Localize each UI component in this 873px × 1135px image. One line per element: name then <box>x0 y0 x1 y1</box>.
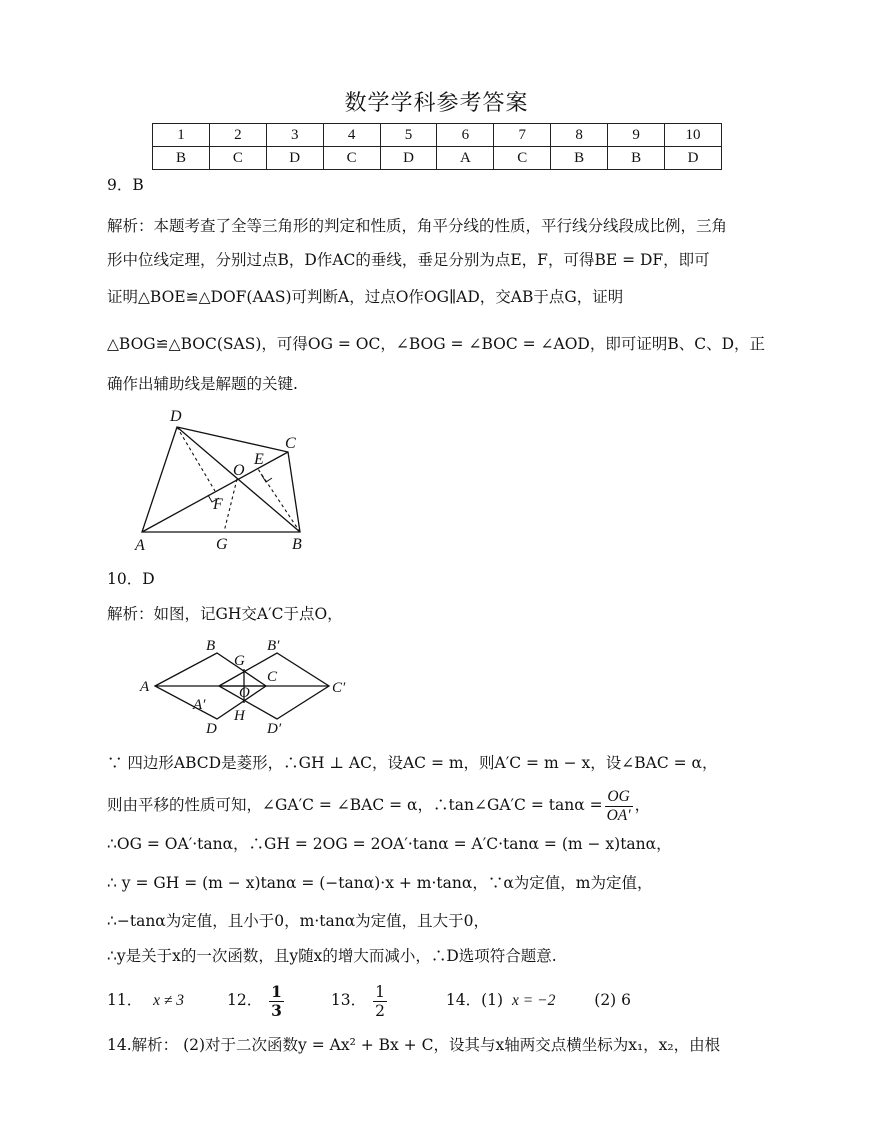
answer-table-answer-cell: A <box>437 147 494 170</box>
fig10-label-g: G <box>234 653 245 669</box>
q9-line-2: 形中位线定理，分别过点B，D作AC的垂线，垂足分别为点E，F，可得BE = DF，即可 <box>107 251 710 269</box>
answer-table-answer-cell: B <box>608 147 665 170</box>
q12-numerator: 1 <box>271 981 282 1001</box>
q14-part1-answer: x = −2 <box>512 992 556 1009</box>
q9-line-3: 证明△BOE≌△DOF(AAS)可判断A，过点O作OG∥AD，交AB于点G，证明 <box>107 288 624 306</box>
answer-table-answer-cell: C <box>323 147 380 170</box>
fig9-label-c: C <box>285 435 296 452</box>
answer-table-answer-cell: C <box>209 147 266 170</box>
q12-number: 12． <box>227 991 263 1009</box>
answer-table-answer-cell: D <box>380 147 437 170</box>
q13-number: 13． <box>330 991 367 1009</box>
fig9-label-g: G <box>216 536 228 553</box>
answer-table-answer-cell: C <box>494 147 551 170</box>
answer-table-number-cell: 7 <box>494 124 551 147</box>
fig9-diagonal-bd <box>177 427 300 532</box>
fill-in-answers-row <box>107 978 631 1022</box>
q13-answer-fraction <box>373 983 387 1020</box>
q13-denominator: 2 <box>375 1001 385 1020</box>
answer-table-number-cell: 10 <box>665 124 722 147</box>
q10-intro: 解析：如图，记GH交A′C于点O， <box>107 605 343 623</box>
q10-heading: 10．D <box>107 570 155 588</box>
fig10-label-c: C <box>267 669 278 685</box>
q9-line-1: 解析：本题考查了全等三角形的判定和性质，角平分线的性质，平行线分线段成比例，三角 <box>107 217 728 235</box>
answer-table-number-row <box>153 124 722 147</box>
fig9-label-a: A <box>135 537 145 554</box>
q13-numerator: 1 <box>375 982 385 1001</box>
q10-line-4: ∴ y = GH = (m − x)tanα = (−tanα)·x + m·tanα，∵α为定值，m为定值， <box>107 874 653 892</box>
answer-table-answer-cell: D <box>665 147 722 170</box>
fig9-label-o: O <box>233 462 245 479</box>
answer-table-number-cell: 8 <box>551 124 608 147</box>
q10-line-6: ∴y是关于x的一次函数，且y随x的增大而减小，∴D选项符合题意. <box>107 947 557 965</box>
q9-heading: 9．B <box>107 176 144 194</box>
fig9-label-b: B <box>292 536 302 553</box>
q10-fraction-og-oa <box>605 788 633 825</box>
q9-line-5: 确作出辅助线是解题的关键. <box>107 375 298 393</box>
q10-line-3: ∴OG = OA′·tanα，∴GH = 2OG = 2OA′·tanα = A′C·tanα = (m − x)tanα， <box>107 835 672 853</box>
fig10-label-c-prime: C′ <box>332 680 346 696</box>
fig9-segment-og <box>224 479 237 532</box>
q10-fraction-denominator: OA′ <box>606 806 631 824</box>
page-title: 数学学科参考答案 <box>344 91 529 116</box>
q9-line-4: △BOG≌△BOC(SAS)，可得OG = OC，∠BOG = ∠BOC = ∠AOD，即可证明B、C、D，正 <box>107 335 766 353</box>
fig9-diagonal-ac <box>142 452 288 532</box>
figure-q9-quadrilateral <box>130 405 320 555</box>
q12-answer-fraction <box>269 983 284 1020</box>
answer-table-answer-cell: D <box>266 147 323 170</box>
answer-table-answer-cell: B <box>551 147 608 170</box>
q11-answer: x ≠ 3 <box>153 992 185 1009</box>
q10-line-2-text: 则由平移的性质可知，∠GA′C = ∠BAC = α，∴tan∠GA′C = tanα = <box>107 796 603 814</box>
q10-line-1: ∵ 四边形ABCD是菱形，∴GH ⊥ AC，设AC = m，则A′C = m − x，设∠BAC = α， <box>107 754 718 772</box>
q11-number: 11． <box>107 991 143 1009</box>
fig10-label-h: H <box>234 708 245 724</box>
q14-part2-answer: (2) 6 <box>594 991 632 1009</box>
q10-line-5: ∴−tanα为定值，且小于0，m·tanα为定值，且大于0， <box>107 912 490 930</box>
fig9-label-e: E <box>254 451 264 468</box>
q12-denominator: 3 <box>271 1000 282 1020</box>
q14-part1-number: 14．(1) <box>445 991 504 1009</box>
q14-solution-line: 14.解析： (2)对于二次函数y = Ax² + Bx + C，设其与x轴两交点横坐标为x₁，x₂，由根 <box>107 1036 721 1054</box>
answer-table-number-cell: 1 <box>153 124 210 147</box>
fig10-label-o: O <box>239 685 250 701</box>
figure-q10-rhombus <box>136 634 356 744</box>
fig10-label-b-prime: B′ <box>267 638 280 654</box>
answer-table-answer-row <box>153 147 722 170</box>
fig10-label-a-prime: A′ <box>193 697 206 713</box>
fig10-label-b: B <box>206 638 216 654</box>
answer-table-number-cell: 3 <box>266 124 323 147</box>
fig9-label-d: D <box>170 408 182 425</box>
q10-line-2 <box>107 785 650 825</box>
fig10-label-d-prime: D′ <box>267 721 282 737</box>
answer-table-number-cell: 4 <box>323 124 380 147</box>
answer-table-number-cell: 5 <box>380 124 437 147</box>
fig10-label-d: D <box>206 721 217 737</box>
fig9-quadrilateral-abcd <box>142 427 300 532</box>
q10-fraction-numerator: OG <box>605 788 633 807</box>
answer-table-answer-cell: B <box>153 147 210 170</box>
fig9-label-f: F <box>213 496 223 513</box>
fig9-perpendicular-df <box>177 427 215 491</box>
answer-table-number-cell: 2 <box>209 124 266 147</box>
answer-table-number-cell: 6 <box>437 124 494 147</box>
answer-table-number-cell: 9 <box>608 124 665 147</box>
q10-line-2-end: ， <box>634 796 651 814</box>
fig10-label-a: A <box>140 679 150 695</box>
answer-table <box>152 123 722 170</box>
